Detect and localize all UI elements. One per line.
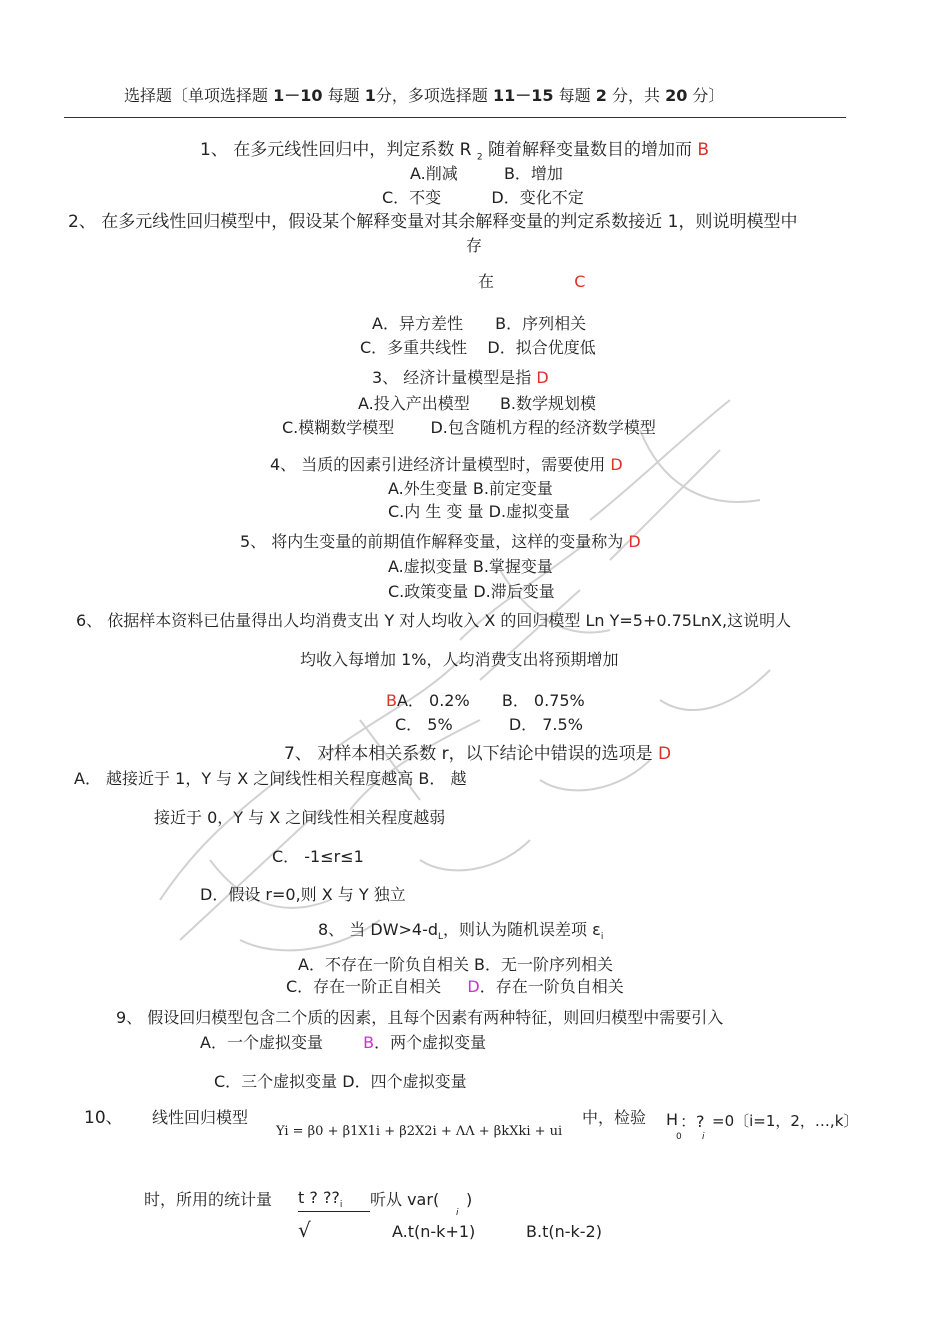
question-number: 5、 [240,532,267,551]
question-text: 假设回归模型包含二个质的因素，且每个因素有两种特征，则回归模型中需要引入 [147,1008,724,1027]
option-a: A． 0.2% [396,691,470,710]
option-b: B.前定变量 [472,479,553,498]
question-1-options-ab [410,164,563,183]
option-b: B．增加 [503,164,563,183]
question-text: 听从 var( [370,1190,440,1209]
subscript-i: i [339,1200,343,1211]
option-c: C．多重共线性 [360,338,468,357]
question-3-options-cd [282,418,656,437]
question-2-stem-line2: 存 [466,236,483,255]
answer-key: D [467,977,480,996]
hypothesis-h: H [666,1110,679,1129]
section-header [124,86,724,105]
option-a: A.投入产出模型 [358,394,470,413]
question-6-options-cd [395,715,583,734]
question-text: 当 DW>4-d [349,920,439,939]
question-9-options-ab [200,1033,486,1052]
question-number: 8、 [318,920,345,939]
question-10-text: 线性回归模型 [152,1108,249,1127]
option-c: C．不变 [382,188,442,207]
question-9-stem [116,1008,723,1027]
superscript-2: 2 [476,152,483,163]
question-4-stem [270,455,623,474]
header-multi-range: 11－15 [492,86,554,105]
option-a: A.虚拟变量 [388,557,468,576]
option-c: C.政策变量 [388,582,469,601]
question-5-options-cd [388,582,555,601]
option-a: A.外生变量 [388,479,468,498]
option-d: D.包含随机方程的经济数学模型 [430,418,656,437]
question-1-options-cd [382,188,584,207]
hypothesis-subscript: 0 [676,1132,682,1142]
option-a: A.削减 [410,164,458,183]
question-7-option-b-cont: 接近于 0，Y 与 X 之间线性相关程度越弱 [154,808,446,827]
question-7-option-c: C． -1≤r≤1 [272,847,364,866]
question-text: 对样本相关系数 r，以下结论中错误的选项是 [317,744,653,764]
question-8-options-ab [298,955,613,974]
question-10-option-b: B.t(n-k-2) [526,1222,602,1241]
header-text: 分，共 [611,86,660,105]
question-3-options-ab [358,394,596,413]
question-7-stem [284,744,671,764]
question-4-options-cd [388,502,570,521]
option-a-label: A． [74,769,101,788]
answer-key: D [658,744,672,764]
option-b-label: B． [418,769,446,788]
question-number: 3、 [372,368,399,387]
hypothesis-condition: =0〔i=1，2，…,k〕 [712,1112,859,1130]
header-divider [64,117,846,118]
header-text: 分〕 [692,86,725,105]
question-3-stem [372,368,549,387]
header-text: 选择题〔单项选择题 [124,86,269,105]
option-d: D．四个虚拟变量 [342,1072,467,1091]
question-text: 在多元线性回归模型中，假设某个解释变量对其余解释变量的判定系数接近 1，则说明模型中 [101,212,798,232]
answer-key: D [610,455,623,474]
question-5-options-ab [388,557,553,576]
var-close: ) [466,1190,473,1209]
question-text: ，则认为随机误差项 [443,920,588,939]
option-d: D．变化不定 [491,188,584,207]
header-single-range: 1－10 [273,86,323,105]
option-a: 越接近于 1，Y 与 X 之间线性相关程度越高 [106,769,414,788]
option-c: C.模糊数学模型 [282,418,395,437]
option-a: A．不存在一阶负自相关 [298,955,469,974]
question-10-option-a: A.t(n-k+1) [392,1222,476,1241]
question-text: 在多元线性回归中，判定系数 R [233,140,472,160]
header-single-points: 1 [364,86,376,105]
t-statistic [298,1188,370,1212]
hypothesis-colon: ：? [680,1112,705,1131]
subscript-i: i [600,932,604,943]
question-text: 在 [478,272,495,291]
hypothesis-beta-subscript: i [702,1132,705,1142]
question-10-text4 [370,1190,439,1209]
answer-key: D [628,532,641,551]
option-d: D.滞后变量 [473,582,555,601]
subscript-l: L [438,932,444,943]
option-b: B．序列相关 [495,314,587,333]
question-7-option-d: D．假设 r=0,则 X 与 Y 独立 [200,885,406,904]
option-b: ．两个虚拟变量 [374,1033,487,1052]
question-10-text3: 时，所用的统计量 [144,1190,273,1209]
question-number: 4、 [270,455,297,474]
question-text: 依据样本资料已估量得出人均消费支出 Y 对人均收入 X 的回归模型 Ln Y=5+0.75LnX,这说明人 [107,611,792,630]
question-number: 7、 [284,744,312,764]
question-number: 1、 [200,140,228,160]
question-text: 将内生变量的前期值作解释变量，这样的变量称为 [271,532,624,551]
epsilon-symbol: ε [592,920,601,939]
option-b: 越 [450,769,467,788]
question-10-number: 10、 [84,1108,123,1128]
option-c: C．存在一阶正自相关 [286,977,442,996]
option-b: B．无一阶序列相关 [474,955,614,974]
option-d: D． 7.5% [508,715,583,734]
question-5-stem [240,532,641,551]
answer-key: B [386,691,397,710]
answer-key: D [536,368,549,387]
question-2-options-cd [360,338,596,357]
option-a: A．异方差性 [372,314,463,333]
question-number: 2、 [68,212,96,232]
question-8-options-cd [286,977,624,996]
header-total: 20 [665,86,688,105]
hypothesis [666,1110,678,1129]
question-number: 9、 [116,1008,143,1027]
header-text: 分，多项选择题 [375,86,488,105]
question-8-stem [318,920,603,943]
question-text: 经济计量模型是指 [403,368,532,387]
question-6-stem-line2: 均收入每增加 1%，人均消费支出将预期增加 [300,650,619,669]
regression-model-formula: Yi = β0 + β1X1i + β2X2i + ΛΛ + βkXki + ui [276,1124,563,1139]
var-subscript: i [456,1208,459,1218]
t-statistic-numerator: t ? ?? [298,1188,340,1207]
option-c: C.内 生 变 量 [388,502,484,521]
question-6-stem [76,611,791,630]
header-text: 每题 [327,86,360,105]
question-10-text2: 中，检验 [582,1108,647,1127]
question-text: 随着解释变量数目的增加而 [488,140,692,160]
answer-key: C [574,272,586,291]
question-6-options-ab [386,691,585,710]
option-b: B.掌握变量 [472,557,553,576]
question-2-stem [68,212,797,232]
header-text: 每题 [558,86,591,105]
question-text: 当质的因素引进经济计量模型时，需要使用 [301,455,606,474]
option-c: C． 5% [395,715,453,734]
answer-key: B [697,140,710,160]
option-b: B． 0.75% [501,691,585,710]
option-b: B.数学规划模 [499,394,597,413]
question-2-stem-line3 [478,272,585,291]
question-9-options-cd [214,1072,467,1091]
question-1-stem [200,140,709,163]
question-4-options-ab [388,479,553,498]
option-c: C．三个虚拟变量 [214,1072,338,1091]
option-d: ．存在一阶负自相关 [479,977,624,996]
option-a: A．一个虚拟变量 [200,1033,323,1052]
question-number: 6、 [76,611,103,630]
sqrt-symbol: √ [298,1218,311,1242]
header-multi-points: 2 [595,86,607,105]
answer-key: B [363,1033,375,1052]
option-d: D.虚拟变量 [488,502,571,521]
option-d: D．拟合优度低 [487,338,596,357]
question-7-option-a [74,769,467,788]
question-2-options-ab [372,314,586,333]
